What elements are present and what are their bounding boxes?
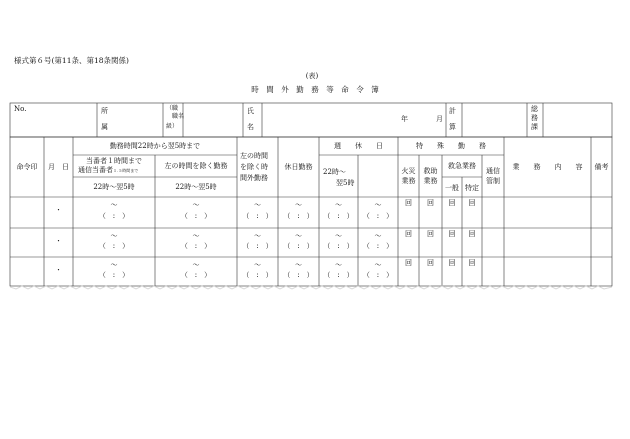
time-paren: （ : ）: [362, 271, 394, 279]
tilde: 〜: [374, 261, 382, 269]
col-touban-1: 当番者１時間まで: [86, 157, 142, 165]
tilde: 〜: [192, 261, 200, 269]
time-paren: （ : ）: [180, 212, 212, 220]
kai-count: 回: [405, 259, 412, 267]
tilde: 〜: [295, 261, 302, 269]
kai-count: 回: [448, 259, 456, 267]
col-tsushin-1: 通信: [486, 167, 500, 175]
tilde: 〜: [295, 232, 302, 240]
kai-count: 回: [427, 230, 434, 238]
col-biko: 備考: [594, 163, 609, 171]
col-gyomu: 業 務 内 容: [512, 163, 583, 171]
col-left-excl-1: 左の時間: [240, 152, 268, 160]
time-paren: （ : ）: [362, 212, 394, 220]
time-paren: （ : ）: [362, 242, 394, 250]
time-paren: （ : ）: [323, 212, 354, 220]
date-dot: ・: [55, 237, 62, 245]
somuka-label-3: 課: [531, 123, 538, 131]
col-touban-2: 通信当番者１.５時間まで: [78, 166, 139, 174]
shimei-label-1: 氏: [247, 107, 254, 115]
col-meireiin: 命令印: [16, 163, 38, 171]
kei-label-2: 算: [449, 123, 456, 131]
tilde: 〜: [335, 232, 342, 240]
tilde: 〜: [295, 201, 302, 209]
col-kasai-1: 火災: [401, 167, 416, 175]
somuka-label-2: 務: [531, 114, 538, 122]
col-shukyu-group: 週 休 日: [334, 142, 383, 150]
tilde: 〜: [192, 232, 200, 240]
time-paren: （ : ）: [242, 271, 273, 279]
kai-count: 回: [468, 259, 476, 267]
month-label: 月: [436, 115, 443, 123]
form-code: 様式第６号(第11条、第18条関係): [14, 56, 129, 65]
time-paren: （ : ）: [98, 212, 130, 220]
kai-count: 回: [427, 199, 434, 207]
col-kyujo-1: 救助: [423, 167, 438, 175]
shokumei-top: 職名: [172, 113, 185, 120]
date-dot: ・: [55, 206, 62, 214]
tilde: 〜: [192, 201, 200, 209]
date-dot: ・: [55, 266, 62, 274]
col-kyujitsu: 休日勤務: [284, 163, 313, 171]
kai-count: 回: [448, 199, 456, 207]
col-left-excl-2: を除く時: [240, 163, 268, 171]
time-paren: （ : ）: [98, 271, 130, 279]
kai-count: 回: [405, 230, 412, 238]
shimei-label-2: 名: [247, 123, 254, 131]
time-paren: （ : ）: [283, 242, 314, 250]
col-hidari-jogai: 左の時間を除く勤務: [164, 162, 228, 170]
kai-count: 回: [427, 259, 434, 267]
kai-count: 回: [468, 230, 476, 238]
time-paren: （ : ）: [180, 271, 212, 279]
col-ippan: 一般: [445, 184, 459, 192]
shokumei-label-2: 級）: [166, 123, 179, 130]
shozoku-label-1: 所: [101, 107, 108, 115]
col-range-1: 22時〜翌5時: [93, 183, 135, 191]
shozoku-label-2: 属: [101, 123, 108, 131]
col-shukyu-range-1: 22時〜: [323, 168, 346, 176]
torn-edge: [10, 285, 612, 290]
tilde: 〜: [254, 201, 261, 209]
kei-label-1: 計: [449, 107, 456, 115]
somuka-label-1: 総: [531, 105, 538, 113]
tilde: 〜: [335, 201, 342, 209]
tilde: 〜: [254, 232, 261, 240]
kai-count: 回: [448, 230, 456, 238]
page-title: 時 間 外 勤 務 等 命 令 簿: [251, 85, 379, 94]
tilde: 〜: [335, 261, 342, 269]
time-paren: （ : ）: [180, 242, 212, 250]
col-kyujo-2: 業務: [423, 177, 438, 185]
tilde: 〜: [110, 261, 118, 269]
tilde: 〜: [374, 232, 382, 240]
side-label: (表): [305, 72, 319, 80]
col-tokushu-group: 特 殊 勤 務: [416, 142, 486, 150]
kai-count: 回: [468, 199, 476, 207]
shokumei-label-1: （職: [166, 105, 179, 112]
col-kinmu-group: 勤務時間22時から翌5時まで: [109, 142, 201, 150]
time-paren: （ : ）: [323, 242, 354, 250]
year-label: 年: [401, 115, 408, 123]
col-range-2: 22時〜翌5時: [175, 183, 217, 191]
col-tsukihi: 月 日: [48, 163, 69, 171]
col-tokutei: 特定: [465, 184, 479, 192]
no-label: No.: [14, 105, 27, 113]
time-paren: （ : ）: [323, 271, 354, 279]
col-shukyu-range-2: 翌5時: [336, 179, 355, 187]
time-paren: （ : ）: [283, 212, 314, 220]
col-kasai-2: 業務: [401, 177, 416, 185]
kai-count: 回: [405, 199, 412, 207]
time-paren: （ : ）: [242, 242, 273, 250]
col-tsushin-2: 管制: [486, 177, 500, 185]
tilde: 〜: [374, 201, 382, 209]
tilde: 〜: [254, 261, 261, 269]
time-paren: （ : ）: [242, 212, 273, 220]
time-paren: （ : ）: [98, 242, 130, 250]
tilde: 〜: [110, 201, 118, 209]
tilde: 〜: [110, 232, 118, 240]
col-left-excl-3: 間外勤務: [240, 174, 268, 182]
col-kyukyu: 救急業務: [448, 162, 476, 170]
time-paren: （ : ）: [283, 271, 314, 279]
